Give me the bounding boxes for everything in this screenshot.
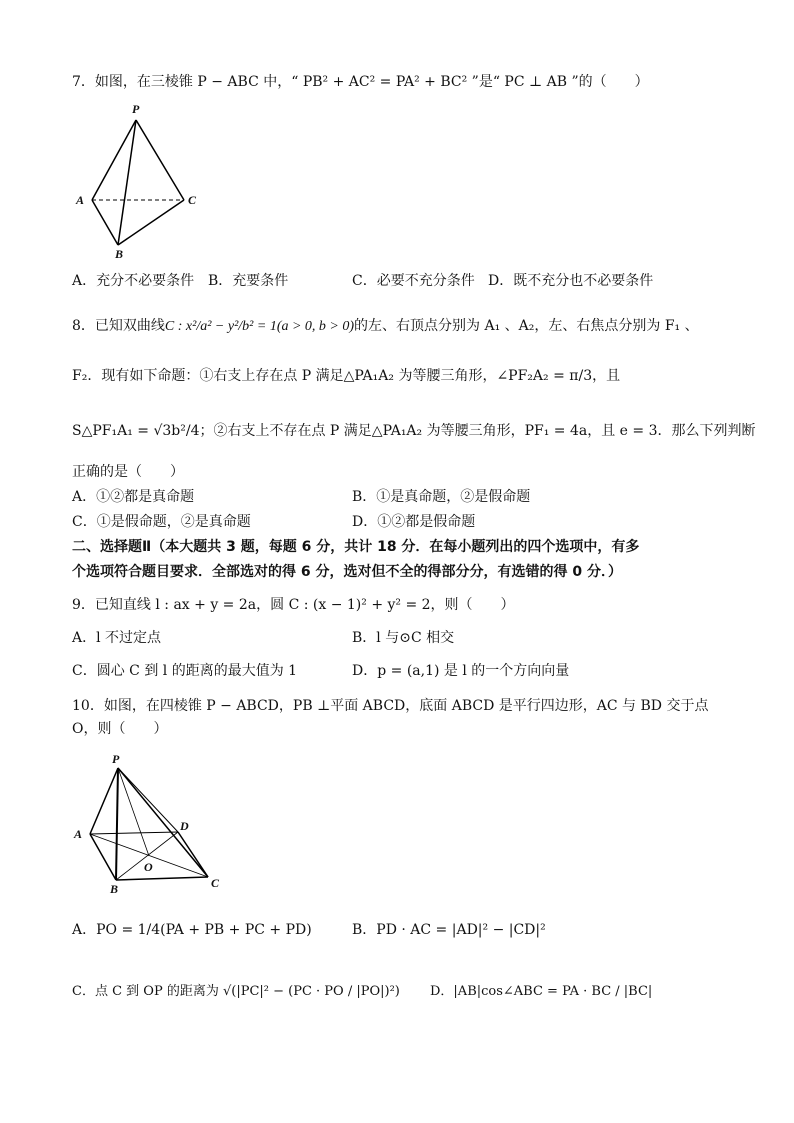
label-c: C <box>211 876 220 890</box>
q9-stem: 9．已知直线 l : ax + y = 2a，圆 C : (x − 1)² + y² = 2，则（ ） <box>72 597 515 613</box>
segment-po <box>118 768 149 856</box>
q10-option-c: C．点 C 到 OP 的距离为 √(|PC|² − (PC · PO / |PO|)²) <box>72 984 400 999</box>
label-a: A <box>76 193 85 207</box>
q8-option-a: A．①②都是真命题 <box>72 489 195 505</box>
edge-pc <box>136 120 184 200</box>
q10-option-a: A．PO = 1/4(PA + PB + PC + PD) <box>72 922 312 938</box>
q9-option-c: C．圆心 C 到 l 的距离的最大值为 1 <box>72 663 298 679</box>
edge-pb <box>118 120 136 245</box>
q8-line1 <box>72 318 699 336</box>
edge-cd <box>178 832 208 877</box>
edge-bc <box>116 877 208 880</box>
edge-pa <box>92 120 136 200</box>
q7-option-b: B．充要条件 <box>208 273 289 289</box>
q8-option-d: D．①②都是假命题 <box>352 514 476 530</box>
edge-ab <box>90 834 116 880</box>
label-p: P <box>112 752 120 766</box>
q10-option-d: D．|AB|cos∠ABC = PA · BC / |BC| <box>430 984 653 999</box>
q9-option-b: B．l 与⊙C 相交 <box>352 630 455 646</box>
label-a: A <box>74 827 83 841</box>
q8-hyperbola-equation: C : x²/a² − y²/b² = 1(a > 0, b > 0) <box>164 319 355 334</box>
edge-bc <box>118 200 184 245</box>
label-o: O <box>144 860 153 874</box>
edge-pd <box>118 768 178 832</box>
label-b: B <box>115 247 124 261</box>
q9-option-a: A．l 不过定点 <box>72 630 162 646</box>
edge-ab <box>92 200 118 245</box>
q8-line1-pre: 8．已知双曲线 <box>72 318 165 334</box>
q8-line2: F₂．现有如下命题：①右支上存在点 P 满足△PA₁A₂ 为等腰三角形，∠PF₂A₂ = π/3，且 <box>72 368 621 384</box>
q7-option-c: C．必要不充分条件 <box>352 273 475 289</box>
q8-option-c: C．①是假命题，②是真命题 <box>72 514 251 530</box>
section2-heading-line1: 二、选择题Ⅱ（本大题共 3 题，每题 6 分，共计 18 分．在每小题列出的四个选项中，有多 <box>72 539 640 555</box>
q10-option-b: B．PD · AC = |AD|² − |CD|² <box>352 922 546 938</box>
label-p: P <box>132 102 140 116</box>
q8-line1-post: 的左、右顶点分别为 A₁ 、A₂，左、右焦点分别为 F₁ 、 <box>354 318 699 334</box>
q7-stem: 7．如图，在三棱锥 P − ABC 中，“ PB² + AC² = PA² + BC² ”是“ PC ⊥ AB ”的（ ） <box>72 74 649 90</box>
tetrahedron-pabc-diagram <box>70 100 210 265</box>
q9-option-d: D．p = (a,1) 是 l 的一个方向向量 <box>352 663 570 679</box>
label-d: D <box>180 819 189 833</box>
q7-option-a: A．充分不必要条件 <box>72 273 195 289</box>
edge-pb <box>116 768 118 880</box>
q7-option-d: D．既不充分也不必要条件 <box>488 273 654 289</box>
label-b: B <box>110 882 119 896</box>
label-c: C <box>188 193 197 207</box>
section2-heading-line2: 个选项符合题目要求．全部选对的得 6 分，选对但不全的得部分分，有选错的得 0 分．） <box>72 564 622 580</box>
q8-line3: S△PF₁A₁ = √3b²/4；②右支上不存在点 P 满足△PA₁A₂ 为等腰三角形，PF₁ = 4a，且 e = 3．那么下列判断 <box>72 423 756 439</box>
q10-stem-line1: 10．如图，在四棱锥 P − ABCD，PB ⊥平面 ABCD，底面 ABCD 是平行四边形，AC 与 BD 交于点 <box>72 698 709 714</box>
q10-stem-line2: O，则（ ） <box>72 721 168 737</box>
q8-line4: 正确的是（ ） <box>72 464 184 480</box>
edge-ad <box>90 832 178 834</box>
q10-figure <box>70 752 230 897</box>
q7-figure <box>70 100 210 265</box>
pyramid-pabcd-diagram <box>70 752 230 897</box>
q8-option-b: B．①是真命题，②是假命题 <box>352 489 531 505</box>
edge-pa <box>90 768 118 834</box>
